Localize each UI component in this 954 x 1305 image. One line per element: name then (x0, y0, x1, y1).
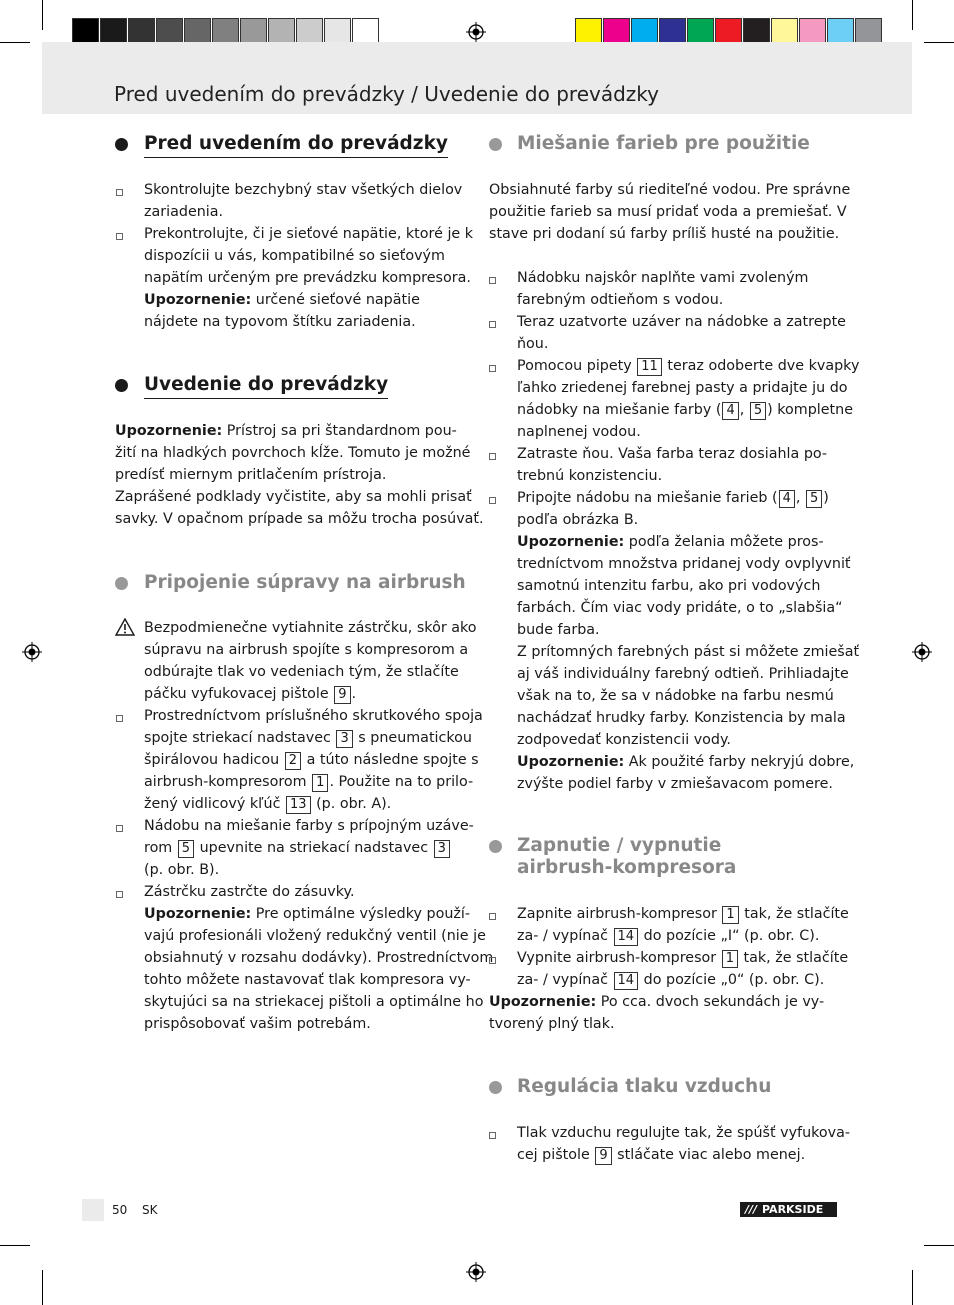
section-bullet-icon (115, 577, 128, 590)
section-heading-regulacia: Regulácia tlaku vzduchu (517, 1076, 772, 1097)
footer-tab (82, 1199, 104, 1221)
registration-mark-icon (466, 22, 486, 42)
section-heading-uvedenie: Uvedenie do prevádzky (144, 374, 388, 399)
checkbox-bullet-icon (489, 497, 496, 504)
page-title: Pred uvedením do prevádzky / Uvedenie do prevádzky (114, 82, 659, 106)
crop-mark (0, 42, 30, 43)
checkbox-bullet-icon (489, 913, 496, 920)
warning-triangle-icon (115, 618, 135, 636)
checkbox-bullet-icon (116, 891, 123, 898)
section-heading-miesanie: Miešanie farieb pre použitie (517, 133, 810, 154)
checkbox-bullet-icon (116, 715, 123, 722)
list-item: Nádobu na miešanie farby s prípojným uzáve- rom 5 upevnite na striekací nadstavec 3 (p. obr. B). (144, 818, 474, 878)
crop-mark (912, 0, 913, 30)
paragraph: Upozornenie: Prístroj sa pri štandardnom pou- žití na hladkých povrchoch kĺže. Tomuto je možné predísť miernym pritlačením prístroja. Zaprášené podklady vyčistite, aby sa mohli prisať savky. V opačnom prípade sa môžu trocha posúvať. (115, 423, 484, 527)
warning-text: Bezpodmienečne vytiahnite zástrčku, skôr ako súpravu na airbrush spojíte s kompresorom a odbúrajte tlak vo vedeniach tým, že stlačíte páčku vyfukovacej pištole 9 . (144, 620, 477, 702)
section-bullet-icon (489, 840, 502, 853)
checkbox-bullet-icon (116, 825, 123, 832)
list-item: Pripojte nádobu na miešanie farieb ( 4 , 5 ) podľa obrázka B. Upozornenie: podľa želania môžete pros- tredníctvom množstva pridanej vody ovplyvniť samotnú intenzitu farbu, ako pri vodových farbách. Čím viac vody pridáte, o to „slabšia“ bude farba. Z prítomných farebných pást si môžete zmiešať aj váš individuálny farebný odtieň. Prihliadajte však na to, že sa v nádobke na farbu nesmú nachádzať hrudky farby. Konzistencia by mala zodpovedať konzistencii vody. Upozornenie: Ak použité farby nekryjú dobre, zvýšte podiel farby v zmiešavacom pomere. (517, 490, 860, 792)
paragraph: Obsiahnuté farby sú riediteľné vodou. Pre správne použitie farieb sa musí pridať voda a premiešať. V stave pri dodaní sú farby príliš husté na použitie. (489, 182, 851, 242)
page-number: 50 (112, 1203, 128, 1217)
section-heading-pripojenie: Pripojenie súpravy na airbrush (144, 572, 466, 593)
language-code: SK (142, 1203, 158, 1217)
list-item: Zapnite airbrush-kompresor 1 tak, že stlačíte za- / vypínač 14 do pozície „I“ (p. obr. C). (517, 906, 849, 944)
crop-mark (924, 42, 954, 43)
checkbox-bullet-icon (489, 321, 496, 328)
registration-mark-icon (22, 642, 42, 662)
list-item: Vypnite airbrush-kompresor 1 tak, že stlačíte za- / vypínač 14 do pozície „0“ (p. obr. C). (517, 950, 849, 988)
checkbox-bullet-icon (489, 1132, 496, 1139)
paragraph: Upozornenie: Po cca. dvoch sekundách je vy- tvorený plný tlak. (489, 994, 825, 1032)
checkbox-bullet-icon (116, 233, 123, 240)
checkbox-bullet-icon (116, 189, 123, 196)
section-bullet-icon (115, 379, 128, 392)
list-item: Prostredníctvom príslušného skrutkového spoja spojte striekací nadstavec 3 s pneumatickou špirálovou hadicou 2 a túto následne spojte s airbrush-kompresorom 1 . Použite na to prilo- žený vidlicový kľúč 13 (p. obr. A). (144, 708, 483, 812)
list-item: Zatraste ňou. Vaša farba teraz dosiahla po- trebnú konzistenciu. (517, 446, 828, 484)
brand-logo: /// PARKSIDE (740, 1202, 837, 1217)
section-bullet-icon (115, 138, 128, 151)
list-item: Prekontrolujte, či je sieťové napätie, ktoré je k dispozícii u vás, kompatibilné so sieťovým napätím určeným pre prevádzku kompresora. Upozornenie: určené sieťové napätie nájdete na typovom štítku zariadenia. (144, 226, 474, 330)
section-bullet-icon (489, 138, 502, 151)
list-item: Nádobku najskôr naplňte vami zvoleným farebným odtieňom s vodou. (517, 270, 809, 308)
checkbox-bullet-icon (489, 277, 496, 284)
list-item: Skontrolujte bezchybný stav všetkých dielov zariadenia. (144, 182, 463, 220)
list-item: Teraz uzatvorte uzáver na nádobke a zatrepte ňou. (517, 314, 846, 352)
checkbox-bullet-icon (489, 957, 496, 964)
crop-mark (912, 1270, 913, 1305)
registration-mark-icon (466, 1262, 486, 1282)
list-item: Pomocou pipety 11 teraz odoberte dve kvapky ľahko zriedenej farebnej pasty a pridajte ju do nádobky na miešanie farby ( 4 , 5 ) kompletne naplnenej vodou. (517, 358, 860, 440)
section-bullet-icon (489, 1081, 502, 1094)
crop-mark (42, 0, 43, 30)
list-item: Zástrčku zastrčte do zásuvky. Upozornenie: Pre optimálne výsledky použí- vajú profesionáli vložený redukčný ventil (nie je obsiahnutý v rozsahu dodávky). Prostredníctvom tohto môžete nastavovať tlak kompresora vy- skytujúci sa na striekacej pištoli a optimálne ho prispôsobovať vašim potrebám. (144, 884, 494, 1032)
section-heading-pred-uvedenim: Pred uvedením do prevádzky (144, 133, 448, 158)
crop-mark (924, 1245, 954, 1246)
registration-mark-icon (912, 642, 932, 662)
crop-mark (0, 1245, 30, 1246)
list-item: Tlak vzduchu regulujte tak, že spúšť vyfukova- cej pištole 9 stláčate viac alebo menej. (517, 1125, 851, 1163)
section-heading-zapnutie: Zapnutie / vypnutie airbrush-kompresora (517, 835, 737, 878)
crop-mark (42, 1270, 43, 1305)
checkbox-bullet-icon (489, 453, 496, 460)
checkbox-bullet-icon (489, 365, 496, 372)
